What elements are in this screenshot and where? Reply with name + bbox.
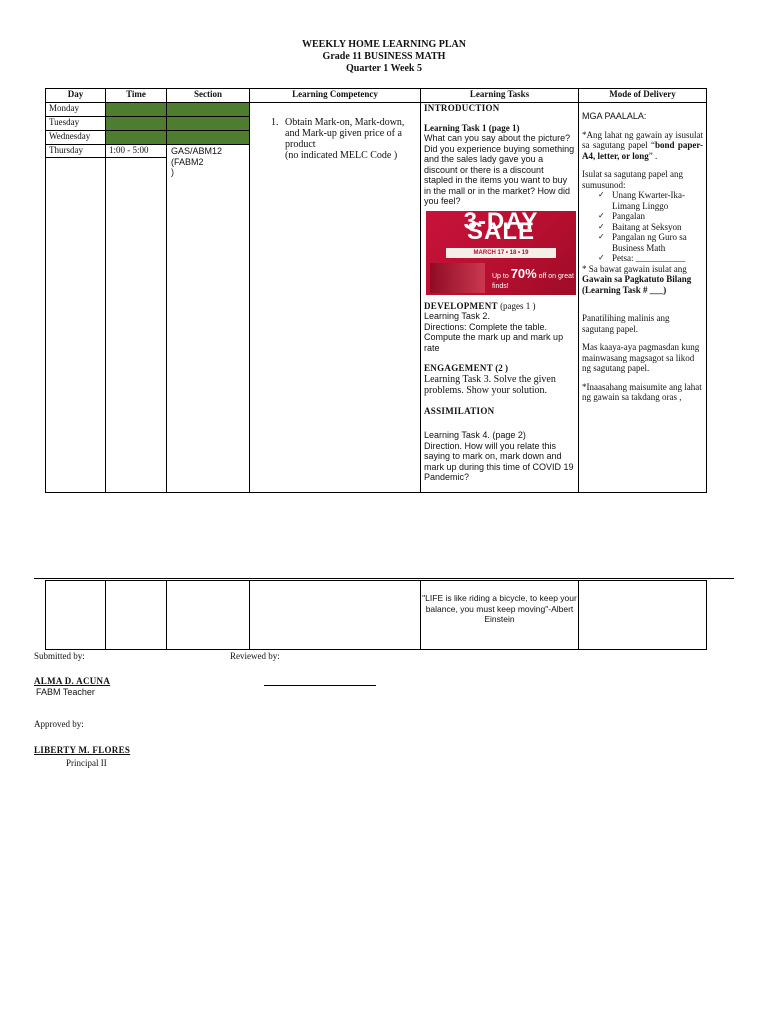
competency-item xyxy=(281,117,417,161)
divider-line xyxy=(34,578,734,579)
page-subtitle: Grade 11 BUSINESS MATH xyxy=(322,51,446,62)
learning-tasks-cell xyxy=(421,103,579,493)
checklist-item: ✓ Baitang at Seksyon xyxy=(612,222,703,233)
reviewer-signature-line xyxy=(264,685,376,686)
task3-text: Learning Task 3. Solve the given problems. Show your solution. xyxy=(424,373,556,396)
development-title: DEVELOPMENT xyxy=(424,300,498,311)
header-mode: Mode of Delivery xyxy=(579,89,707,103)
shaded-cell xyxy=(106,131,167,145)
task1-title: Learning Task 1 (page 1) xyxy=(424,122,520,133)
empty-cell xyxy=(46,158,106,493)
sale-discount: Up to 70% off on great finds! xyxy=(492,265,574,290)
competency-list xyxy=(253,117,417,161)
header-competency: Learning Competency xyxy=(250,89,421,103)
empty-cell xyxy=(250,581,421,650)
day-monday: Monday xyxy=(46,103,106,117)
reminder-write: Isulat sa sagutang papel ang sumusunod: xyxy=(582,169,683,190)
table-row xyxy=(46,103,707,117)
thursday-section xyxy=(167,145,250,493)
table-header-row xyxy=(46,89,707,103)
task4-title: Learning Task 4. (page 2) xyxy=(424,430,526,440)
shaded-cell xyxy=(106,103,167,117)
engagement-title: ENGAGEMENT xyxy=(424,363,494,373)
reminder-submit: *Inaasahang maisumite ang lahat ng gawain sa takdang oras , xyxy=(582,381,702,402)
header-tasks: Learning Tasks xyxy=(421,89,579,103)
header-day: Day xyxy=(46,89,106,103)
approver-name: LIBERTY M. FLORES xyxy=(34,745,131,755)
quarter-week: Quarter 1 Week 5 xyxy=(345,63,422,74)
empty-cell xyxy=(46,581,106,650)
empty-cell xyxy=(579,581,707,650)
weekly-plan-table xyxy=(45,88,707,493)
thursday-time: 1:00 - 5:00 xyxy=(106,145,167,158)
sale-picture xyxy=(426,211,576,295)
day-thursday: Thursday xyxy=(46,145,106,158)
empty-cell xyxy=(106,581,167,650)
reminders-title: MGA PAALALA xyxy=(582,111,644,121)
sale-dates: MARCH 17 • 18 • 19 xyxy=(446,248,556,258)
approver-role: Principal II xyxy=(66,758,107,768)
submitter-name: ALMA D. ACUNA xyxy=(34,676,111,686)
mode-of-delivery-cell: MGA PAALALA: *Ang lahat ng gawain ay isusulat sa sagutang papel “bond paper- A4, letter, or long” . Isulat sa sagutang papel ang sumusunod: ✓ Unang Kwarter-Ika-Limang Linggo ✓ Pangalan ✓ Baitang at Seksyon ✓ Pangalan ng Guro sa Business Math ✓ Petsa: ___________ * Sa bawat gawain isulat ang Gawain sa Pagkatuto Bilang (Learning Task # ___) Panatilihing malinis ang sagutang papel. Mas kaaya-aya pagmasdan kung mainwasang magsagot sa likod ng sagutang papel. *Inaasahang maisumite ang lahat ng gawain sa takdang oras , xyxy=(579,103,707,493)
day-tuesday: Tuesday xyxy=(46,117,106,131)
einstein-quote: "LIFE is like riding a bicycle, to keep your balance, you must keep moving"-Albert Einstein xyxy=(421,581,579,650)
checklist-item: ✓ Pangalan xyxy=(612,211,703,222)
reminder-clean: Panatilihing malinis ang sagutang papel. xyxy=(582,313,670,334)
competency-cell xyxy=(250,103,421,493)
engagement-pages: (2 ) xyxy=(495,363,509,373)
assimilation-title: ASSIMILATION xyxy=(424,405,495,416)
day-wednesday: Wednesday xyxy=(46,131,106,145)
introduction-title: INTRODUCTION xyxy=(424,103,500,113)
table-row xyxy=(46,581,707,650)
reminder-back: Mas kaaya-aya pagmasdan kung mainwasang magsagot sa likod ng sagutang papel. xyxy=(582,342,700,373)
task4-text: Direction. How will you relate this saying to mark on, mark down and mark up during this time of COVID 19 Pandemic? xyxy=(424,440,574,482)
shaded-cell xyxy=(167,131,250,145)
shaded-cell xyxy=(106,117,167,131)
reviewed-by-label: Reviewed by: xyxy=(230,651,280,661)
competency-text: Obtain Mark-on, Mark-down, and Mark-up given price of a product (no indicated MELC Code ) xyxy=(285,117,405,161)
checklist xyxy=(582,190,703,264)
task1-text: What can you say about the picture? Did you experience buying something and the sales lady gave you a discount or there is a discount stapled in the items you want to buy in the mall or in the market? How did you feel? xyxy=(424,133,575,206)
empty-cell xyxy=(106,158,167,493)
shaded-cell xyxy=(167,117,250,131)
development-pages: (pages 1 ) xyxy=(500,300,536,311)
shaded-cell xyxy=(167,103,250,117)
task2-directions: Directions: Complete the table. Compute the mark up and mark up rate xyxy=(424,321,564,353)
sale-heading: 3-DAY SALE xyxy=(463,210,539,245)
checklist-item: ✓ Unang Kwarter-Ika-Limang Linggo xyxy=(612,190,703,211)
checklist-item: ✓ Pangalan ng Guro sa Business Math xyxy=(612,232,703,253)
checklist-item: ✓ Petsa: ___________ xyxy=(612,253,703,264)
reminder-paper: *Ang lahat ng gawain ay isusulat sa sagutang papel “bond paper- A4, letter, or long” . xyxy=(582,129,703,161)
empty-cell xyxy=(167,581,250,650)
submitter-role: FABM Teacher xyxy=(36,687,95,697)
sale-models-image xyxy=(430,263,485,293)
header-section: Section xyxy=(167,89,250,103)
section-name: GAS/ABM12 (FABM2 ) xyxy=(171,146,223,177)
approved-by-label: Approved by: xyxy=(34,719,84,729)
submitted-by-label: Submitted by: xyxy=(34,651,85,661)
reminder-label: * Sa bawat gawain isulat ang Gawain sa Pagkatuto Bilang (Learning Task # ___) xyxy=(582,263,692,295)
header-time: Time xyxy=(106,89,167,103)
task2-title: Learning Task 2. xyxy=(424,311,490,321)
quote-table xyxy=(45,580,707,650)
page-title: WEEKLY HOME LEARNING PLAN xyxy=(301,39,466,50)
